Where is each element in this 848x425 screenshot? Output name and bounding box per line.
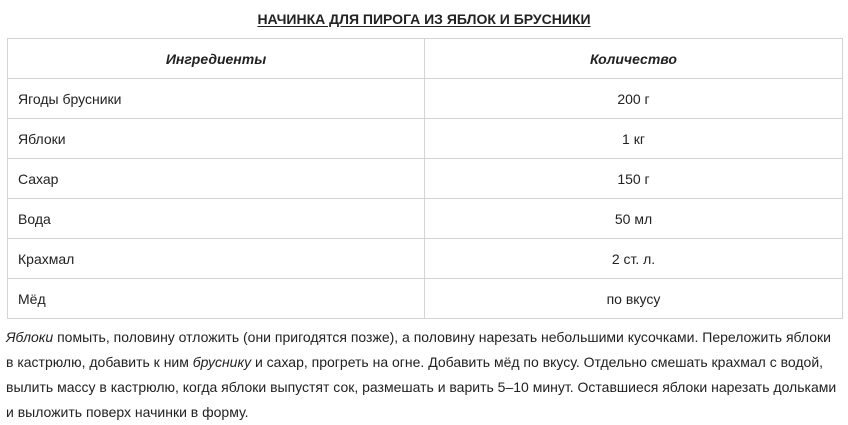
ingredient-cell: Мёд: [8, 279, 425, 319]
instructions-text: помыть, половину отложить (они пригодятся позже), а половину нарезать небольшими кусочками. Переложить яблоки в кастрюлю, добавить к ним: [6, 329, 831, 370]
table-row: [8, 239, 843, 279]
recipe-title: НАЧИНКА ДЛЯ ПИРОГА ИЗ ЯБЛОК И БРУСНИКИ: [257, 11, 591, 27]
instructions-italic-lingonberry: бруснику: [192, 354, 252, 370]
quantity-cell: по вкусу: [425, 279, 843, 319]
table-header-row: [8, 39, 843, 79]
quantity-cell: 200 г: [425, 79, 843, 119]
table-row: [8, 119, 843, 159]
quantity-cell: 2 ст. л.: [425, 239, 843, 279]
ingredient-cell: Яблоки: [8, 119, 425, 159]
ingredient-cell: Вода: [8, 199, 425, 239]
ingredient-cell: Крахмал: [8, 239, 425, 279]
table-row: [8, 79, 843, 119]
header-quantity: Количество: [425, 39, 843, 79]
ingredients-table: [7, 38, 843, 319]
table-row: [8, 199, 843, 239]
instructions-italic-apples: Яблоки: [6, 329, 54, 345]
table-row: [8, 159, 843, 199]
instructions-paragraph: [6, 325, 842, 425]
header-ingredients: Ингредиенты: [8, 39, 425, 79]
quantity-cell: 50 мл: [425, 199, 843, 239]
instructions-text: и сахар, прогреть на огне. Добавить мёд по вкусу. Отдельно смешать крахмал с водой, вылить массу в кастрюлю, когда яблоки выпустят сок, размешать и варить 5–10 минут. Оставшиеся яблоки нарезать дольками и выложить поверх начинки в форму.: [6, 354, 837, 420]
quantity-cell: 1 кг: [425, 119, 843, 159]
table-row: [8, 279, 843, 319]
ingredient-cell: Ягоды брусники: [8, 79, 425, 119]
quantity-cell: 150 г: [425, 159, 843, 199]
ingredient-cell: Сахар: [8, 159, 425, 199]
